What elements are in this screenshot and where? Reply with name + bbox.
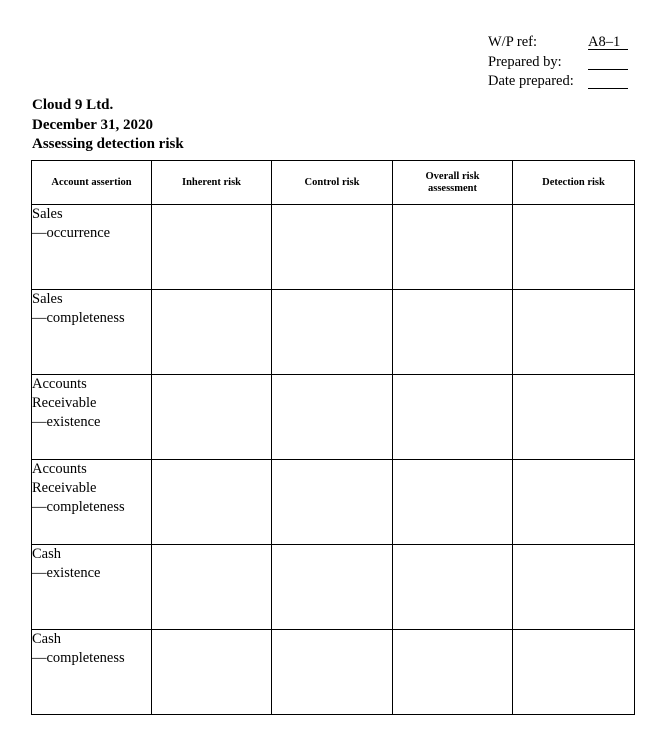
inherent-risk-cell[interactable] bbox=[152, 290, 272, 375]
control-risk-cell[interactable] bbox=[272, 545, 393, 630]
account-assertion-cell bbox=[32, 630, 152, 715]
overall-risk-cell[interactable] bbox=[393, 630, 513, 715]
control-risk-cell[interactable] bbox=[272, 205, 393, 290]
detection-risk-cell[interactable] bbox=[513, 375, 635, 460]
detection-risk-cell[interactable] bbox=[513, 205, 635, 290]
assertion-text: —completeness bbox=[32, 310, 125, 326]
detection-risk-cell[interactable] bbox=[513, 290, 635, 375]
control-risk-cell[interactable] bbox=[272, 630, 393, 715]
assertion-text: —occurrence bbox=[32, 225, 111, 241]
assertion-text: Cash bbox=[32, 631, 61, 647]
column-header-control-risk: Control risk bbox=[272, 161, 393, 205]
document-title: Assessing detection risk bbox=[32, 136, 184, 152]
account-assertion-cell bbox=[32, 375, 152, 460]
overall-risk-cell[interactable] bbox=[393, 375, 513, 460]
wp-ref-value: A8–1 bbox=[588, 33, 628, 50]
control-risk-cell[interactable] bbox=[272, 375, 393, 460]
inherent-risk-cell[interactable] bbox=[152, 375, 272, 460]
control-risk-cell[interactable] bbox=[272, 290, 393, 375]
prepared-by-blank[interactable] bbox=[588, 53, 628, 70]
company-name: Cloud 9 Ltd. bbox=[32, 97, 114, 113]
account-assertion-cell bbox=[32, 205, 152, 290]
inherent-risk-cell[interactable] bbox=[152, 545, 272, 630]
assertion-text: Cash bbox=[32, 546, 61, 562]
overall-risk-cell[interactable] bbox=[393, 205, 513, 290]
assertion-text: —existence bbox=[32, 565, 101, 581]
detection-risk-table bbox=[31, 160, 635, 715]
account-assertion-cell bbox=[32, 290, 152, 375]
prepared-by-label: Prepared by: bbox=[488, 53, 562, 70]
assertion-text: —completeness bbox=[32, 650, 125, 666]
period-date: December 31, 2020 bbox=[32, 116, 153, 133]
column-header-overall-risk: Overall risk assessment bbox=[393, 161, 513, 205]
assertion-text: —completeness bbox=[32, 499, 125, 515]
detection-risk-cell[interactable] bbox=[513, 545, 635, 630]
inherent-risk-cell[interactable] bbox=[152, 205, 272, 290]
assertion-text: Accounts bbox=[32, 461, 87, 477]
overall-risk-cell[interactable] bbox=[393, 545, 513, 630]
wp-ref-label: W/P ref: bbox=[488, 34, 537, 50]
table-row bbox=[32, 545, 635, 630]
overall-risk-cell[interactable] bbox=[393, 460, 513, 545]
overall-risk-cell[interactable] bbox=[393, 290, 513, 375]
detection-risk-cell[interactable] bbox=[513, 460, 635, 545]
date-prepared-label: Date prepared: bbox=[488, 73, 574, 89]
table-row bbox=[32, 375, 635, 460]
assertion-text: Receivable bbox=[32, 480, 97, 496]
control-risk-cell[interactable] bbox=[272, 460, 393, 545]
document-header bbox=[32, 96, 184, 155]
table-header-row bbox=[32, 161, 635, 205]
account-assertion-cell bbox=[32, 545, 152, 630]
assertion-text: —existence bbox=[32, 414, 101, 430]
column-header-account-assertion: Account assertion bbox=[32, 161, 152, 205]
assertion-text: Receivable bbox=[32, 395, 97, 411]
table-row bbox=[32, 460, 635, 545]
column-header-detection-risk: Detection risk bbox=[513, 161, 635, 205]
assertion-text: Sales bbox=[32, 206, 63, 222]
table-row bbox=[32, 630, 635, 715]
assertion-text: Accounts bbox=[32, 376, 87, 392]
table-row bbox=[32, 205, 635, 290]
inherent-risk-cell[interactable] bbox=[152, 630, 272, 715]
table-body bbox=[32, 205, 635, 715]
inherent-risk-cell[interactable] bbox=[152, 460, 272, 545]
column-header-inherent-risk: Inherent risk bbox=[152, 161, 272, 205]
date-prepared-blank[interactable] bbox=[588, 72, 628, 89]
assertion-text: Sales bbox=[32, 291, 63, 307]
table-row bbox=[32, 290, 635, 375]
detection-risk-cell[interactable] bbox=[513, 630, 635, 715]
account-assertion-cell bbox=[32, 460, 152, 545]
